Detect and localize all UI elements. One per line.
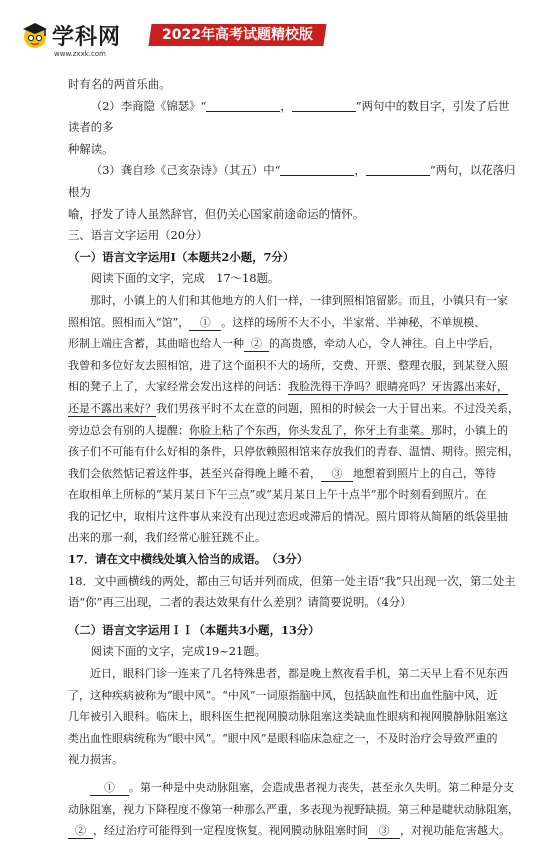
edition-banner-label: 2022年高考试题精校版 xyxy=(162,27,313,43)
header xyxy=(0,0,550,68)
text-line: 时有名的两首乐曲。 xyxy=(68,77,171,91)
subsection-heading: （二）语言文字运用ＩＩ（本题共3小题，13分） xyxy=(68,622,320,637)
text-line: 种解读。 xyxy=(68,141,114,156)
blank-3[interactable]: ③ xyxy=(368,824,400,839)
question-18-cont: 语“你”再三出现，二者的表达效果有什么差别？请简要说明。（4分） xyxy=(68,595,412,610)
answer-blank[interactable] xyxy=(206,98,280,112)
question-16-3: （3）龚自珍《己亥杂诗》（其五）中“ ， ”两句，以花落归根为 xyxy=(68,163,516,199)
question-17: 17．请在文中横线处填入恰当的成语。 （3分） xyxy=(68,552,309,567)
blank-3[interactable]: ③ xyxy=(321,467,353,482)
reading-instruction: 阅读下面的文字，完成 17～18题。 xyxy=(90,271,280,286)
logo-mascot-icon xyxy=(20,20,50,50)
underlined-sentence-2: 你脸上粘了个东西，你头发乱了，你牙上有韭菜。 xyxy=(189,423,431,437)
passage-1: 那时，小镇上的人们和其他地方的人们一样，一律到照相馆留影。而且，小镇只有一家 照相馆。照相而入“馆”， ① 。这样的场所不大不小，半家常、半神秘，不单规模、 形制上端庄含蓄，其曲暗也给人一种 ② 的高贵感，牵动人心，令人神往。自上中学后， 我曾和多位好友去照相馆，进了这个面积不大的场所，交费、开票、整理衣服，到某登入照 相的凳子上了，大家经常会发出这样的问话：我脸洗得干净吗？眼睛亮吗？牙齿露出来好， 还是不露出来好？我们男孩平时不太在意的问题，照相的时候会一大于冒出来。不过没关系， 旁边总会有别的人提醒：你脸上粘了个东西，你头发乱了，你牙上有韭菜。那时，小镇上的 孩子们不可能有什么好相的条件，只停依赖照相馆来存放我们的青春、温情、期待。照完相， 我们会依然惦记着这件事，甚至兴奋得晚上睡不着， ③ 地想着到照片上的自己，等待 在取相单上所标的“某月某日下午三点”或“某月某日上午十点半”那个时刻看到照片。在 我的记忆中，取相片这件事从来没有出现过恋迟或滞后的情况。照片即将从简陋的纸袋里抽 出来的那一刹，我们经常心脏狂跳不止。 xyxy=(68,293,519,545)
subsection-heading: （一）语言文字运用Ⅰ（本题共2小题，7分） xyxy=(68,249,295,264)
reading-instruction: 阅读下面的文字，完成19~21题。 xyxy=(90,644,267,659)
text-line: 喻，抒发了诗人虽然辞官，但仍关心国家前途命运的情怀。 xyxy=(68,206,365,221)
blank-2[interactable]: ② xyxy=(68,824,93,839)
passage-2: 近日，眼科门诊一连来了几名特殊患者，都是晚上熬夜看手机，第二天早上看不见东西 了，这种疾病被称为“眼中风”。“中风”一词原指脑中风，包括缺血性和出血性脑中风，近 几年被引入眼科。临床上，眼科医生把视网膜动脉阻塞这类缺血性眼病和视网膜静脉阻塞这 类出血性眼病统称为“眼中风”。“眼中风”是眼科临床急症之一，不及时治疗会导致严重的 视力损害。 ① 。第一种是中央动脉阻塞，会造成患者视力丧失，甚至永久失明。第二种是分支 动脉阻塞，视力下降程度不像第一种那么严重，多表现为视野缺损。第三种是睫状动脉阻塞， ② ，经过治疗可能得到一定程度恢复。视网膜动脉阻塞时间 ③ ，对视功能危害越大。 xyxy=(68,667,519,838)
question-16-2: （2）李商隐《锦瑟》“ ， ”两句中的数目字，引发了后世读者的多 xyxy=(68,98,510,135)
logo-text: 学科网 xyxy=(52,25,122,50)
answer-blank[interactable] xyxy=(280,162,354,176)
blank-2[interactable]: ② xyxy=(244,337,269,352)
edition-banner xyxy=(148,24,326,46)
section-heading: 三、语言文字运用（20分） xyxy=(68,228,208,243)
underlined-sentence-1-cont: 还是不露出来好？ xyxy=(68,401,156,415)
underlined-sentence-1: 我脸洗得干净吗？眼睛亮吗？牙齿露出来好， xyxy=(288,380,508,394)
blank-1[interactable]: ① xyxy=(189,316,221,331)
question-18: 18．文中画横线的两处，都由三句话并列而成，但第一处主语“我”只出现一次，第二处主 xyxy=(68,573,516,588)
document-body xyxy=(68,74,520,842)
answer-blank[interactable] xyxy=(292,98,356,112)
answer-blank[interactable] xyxy=(366,162,430,176)
blank-1[interactable]: ① xyxy=(90,781,129,796)
logo-url: www.zxxk.com xyxy=(54,50,106,58)
